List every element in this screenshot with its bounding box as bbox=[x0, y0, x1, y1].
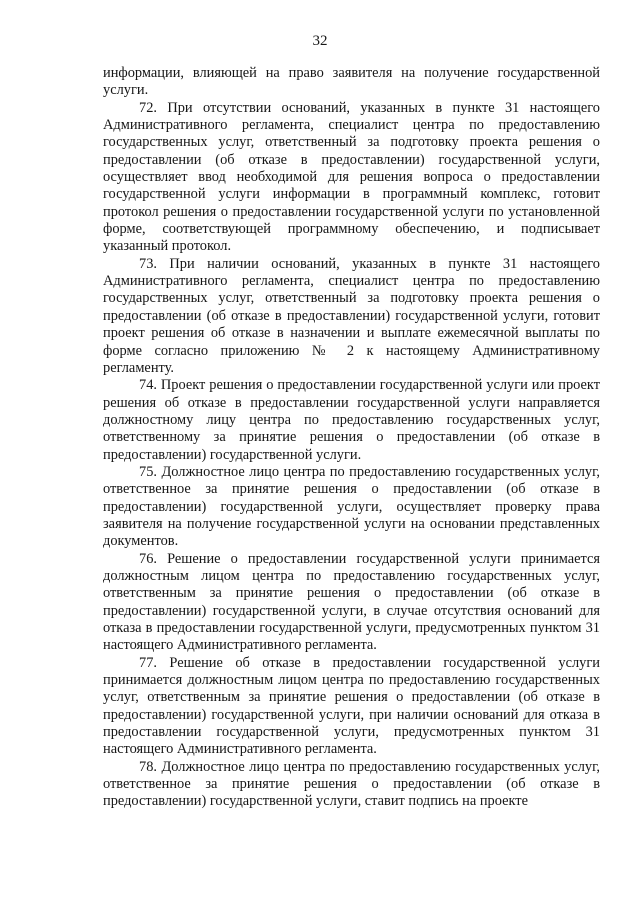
paragraph-74: 74. Проект решения о предоставлении государственной услуги или проект решения об отказе в предоставлении государственной услуги направляется должностному лицу центра по предоставлению государственных услуг, ответственному за принятие решения о предоставлении (об отказе в предоставлении) государственной услуги. bbox=[103, 377, 600, 463]
paragraph-75: 75. Должностное лицо центра по предоставлению государственных услуг, ответственное за принятие решения о предоставлении (об отказе в предоставлении) государственной услуги, осуществляет проверку права заявителя на получение государственной услуги на основании представленных документов. bbox=[103, 463, 600, 550]
paragraph-continuation: информации, влияющей на право заявителя на получение государственной услуги. bbox=[103, 65, 600, 99]
paragraph-73: 73. При наличии оснований, указанных в пункте 31 настоящего Административного регламента, специалист центра по предоставлению государственных услуг, ответственный за подготовку проекта решения о предоставлении (об отказе в предоставлении) государственной услуги, готовит проект решения об отказе в назначении и выплате ежемесячной выплаты по форме согласно приложению № 2 к настоящему Административному регламенту. bbox=[103, 255, 600, 376]
paragraph-76: 76. Решение о предоставлении государственной услуги принимается должностным лицом центра по предоставлению государственных услуг, ответственным за принятие решения о предоставлении (об отказе в предоставлении) государственной услуги, в случае отсутствия оснований для отказа в предоставлении государственной услуги, предусмотренных пунктом 31 настоящего Административного регламента. bbox=[103, 550, 600, 654]
document-body bbox=[103, 65, 600, 811]
paragraph-78: 78. Должностное лицо центра по предоставлению государственных услуг, ответственное за принятие решения о предоставлении (об отказе в предоставлении) государственной услуги, ставит подпись на проекте bbox=[103, 758, 600, 810]
page-number: 32 bbox=[312, 33, 328, 49]
paragraph-72: 72. При отсутствии оснований, указанных в пункте 31 настоящего Административного регламента, специалист центра по предоставлению государственных услуг, ответственный за подготовку проекта решения о предоставлении (об отказе в предоставлении) государственной услуги, осуществляет ввод необходимой для решения вопроса о предоставлении государственной услуги информации в программный комплекс, готовит протокол решения о предоставлении государственной услуги по установленной форме, соответствующей программному обеспечению, и подписывает указанный протокол. bbox=[103, 99, 600, 255]
paragraph-77: 77. Решение об отказе в предоставлении государственной услуги принимается должностным лицом центра по предоставлению государственных услуг, ответственным за принятие решения о предоставлении (об отказе в предоставлении) государственной услуги, при наличии оснований для отказа в предоставлении государственной услуги, предусмотренных пунктом 31 настоящего Административного регламента. bbox=[103, 654, 600, 758]
